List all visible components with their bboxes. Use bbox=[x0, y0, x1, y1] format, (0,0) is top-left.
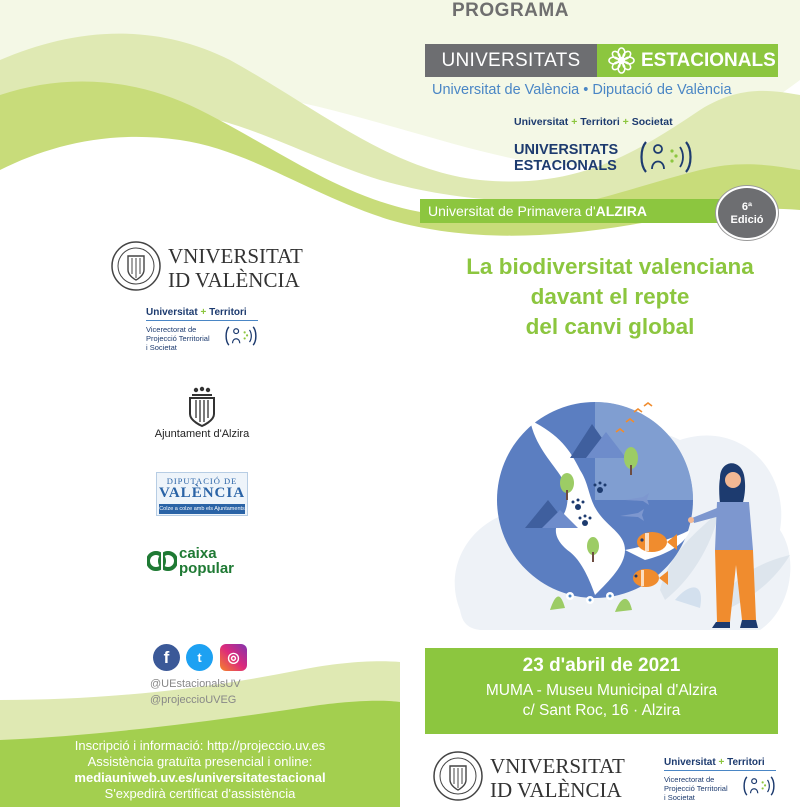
event-venue bbox=[425, 681, 778, 721]
social-icons bbox=[153, 644, 253, 674]
info-line2: Assistència gratuïta presencial i online: bbox=[87, 754, 313, 769]
ut-divider bbox=[664, 770, 776, 771]
uv-line1: VNIVERSITAT bbox=[490, 754, 625, 778]
venue-line1: MUMA - Museu Municipal d'Alzira bbox=[485, 682, 718, 699]
info-line4: S'expedirà certificat d'assistència bbox=[104, 786, 296, 801]
main-title bbox=[420, 252, 800, 342]
ut-heading bbox=[664, 757, 765, 768]
dipu-main: VALÈNCIA bbox=[158, 485, 246, 501]
uv-line1: VNIVERSITAT bbox=[168, 244, 303, 268]
ut-logo-bottom bbox=[664, 757, 794, 807]
uv-name bbox=[490, 754, 625, 802]
ut-territori: Territori bbox=[727, 757, 765, 768]
ut-territori: Territori bbox=[209, 307, 247, 318]
ue-logo-line2: ESTACIONALS bbox=[514, 158, 617, 174]
info-block bbox=[0, 738, 400, 802]
handle-projeccio[interactable]: @projeccioUVEG bbox=[150, 694, 237, 706]
ut-sub3: i Societat bbox=[664, 793, 695, 802]
ue-logo-text bbox=[514, 142, 618, 174]
tagline-universitat: Universitat bbox=[514, 116, 569, 128]
ut-subtitle bbox=[664, 775, 728, 802]
tagline-societat: Societat bbox=[631, 116, 673, 128]
programa-label: PROGRAMA bbox=[452, 0, 569, 21]
tagline-territori: Territori bbox=[580, 116, 620, 128]
ue-logo-line1: UNIVERSITATS bbox=[514, 142, 619, 158]
primavera-place: ALZIRA bbox=[595, 203, 647, 219]
event-band bbox=[425, 648, 778, 734]
ut-sub2: Projecció Territorial bbox=[146, 334, 210, 343]
programa-banner bbox=[425, 44, 778, 77]
instagram-icon[interactable]: ◎ bbox=[220, 644, 247, 671]
ut-universitat: Universitat bbox=[664, 757, 716, 768]
primavera-banner bbox=[420, 199, 720, 223]
edition-badge bbox=[716, 186, 778, 240]
ut-sub1: Vicerectorat de bbox=[146, 325, 197, 334]
caixa-popular-logo bbox=[147, 545, 257, 579]
tagline-plus: + bbox=[622, 116, 629, 128]
ut-sub1: Vicerectorat de bbox=[664, 775, 715, 784]
title-line2: davant el repte bbox=[530, 284, 690, 309]
primavera-prefix: Universitat de Primavera d' bbox=[428, 203, 596, 219]
universitats-label: UNIVERSITATS bbox=[425, 44, 597, 77]
edition-label: Edició bbox=[730, 214, 764, 226]
flower-icon bbox=[608, 47, 635, 74]
facebook-icon[interactable]: f bbox=[153, 644, 180, 671]
uv-name bbox=[168, 244, 303, 292]
people-dialog-icon bbox=[742, 774, 776, 798]
uv-logo-left bbox=[110, 240, 310, 296]
title-line3: del canvi global bbox=[525, 314, 695, 339]
caixa-popular-text bbox=[179, 546, 234, 576]
twitter-icon[interactable]: t bbox=[186, 644, 213, 671]
popular-word: popular bbox=[179, 560, 234, 577]
title-line1: La biodiversitat valenciana bbox=[466, 254, 754, 279]
ut-logo-left bbox=[146, 307, 276, 357]
ut-heading bbox=[146, 307, 247, 318]
people-dialog-icon bbox=[638, 139, 694, 175]
venue-line2: c/ Sant Roc, 16 · Alzira bbox=[522, 702, 681, 719]
tagline-plus: + bbox=[571, 116, 578, 128]
university-seal-icon bbox=[110, 240, 162, 292]
ut-subtitle bbox=[146, 325, 210, 352]
estacionals-label: ESTACIONALS bbox=[597, 44, 778, 77]
organizers-subline: Universitat de València • Diputació de València bbox=[432, 82, 732, 98]
alzira-name: Ajuntament d'Alzira bbox=[154, 428, 250, 440]
ue-tagline bbox=[514, 116, 673, 128]
event-date: 23 d'abril de 2021 bbox=[522, 655, 681, 676]
dipu-top: DIPUTACIÓ DE bbox=[166, 476, 238, 486]
caixa-popular-icon bbox=[147, 545, 177, 577]
ajuntament-alzira-logo bbox=[150, 386, 254, 442]
ut-sub2: Projecció Territorial bbox=[664, 784, 728, 793]
ut-plus: + bbox=[200, 307, 207, 318]
info-url[interactable]: mediauniweb.uv.es/universitatestacional bbox=[74, 770, 326, 785]
ut-universitat: Universitat bbox=[146, 307, 198, 318]
info-line3[interactable] bbox=[0, 770, 400, 786]
info-line1[interactable]: Inscripció i informació: http://projeccio.uv.es bbox=[74, 738, 326, 753]
dipu-slogan: Colze a colze amb els Ajuntaments bbox=[159, 506, 245, 512]
biodiversity-illustration bbox=[420, 360, 800, 640]
ut-plus: + bbox=[718, 757, 725, 768]
caixa-word: caixa bbox=[179, 545, 217, 562]
uv-line2: ID VALÈNCIA bbox=[490, 778, 622, 802]
ut-divider bbox=[146, 320, 258, 321]
uv-logo-bottom bbox=[432, 750, 632, 807]
people-dialog-icon bbox=[224, 324, 258, 348]
university-seal-icon bbox=[432, 750, 484, 802]
diputacio-logo bbox=[156, 472, 248, 516]
coat-of-arms-icon bbox=[150, 386, 254, 428]
handle-uestacionals[interactable]: @UEstacionalsUV bbox=[150, 678, 241, 690]
ut-sub3: i Societat bbox=[146, 343, 177, 352]
edition-number: 6ª bbox=[741, 201, 753, 213]
uv-line2: ID VALÈNCIA bbox=[168, 268, 300, 292]
